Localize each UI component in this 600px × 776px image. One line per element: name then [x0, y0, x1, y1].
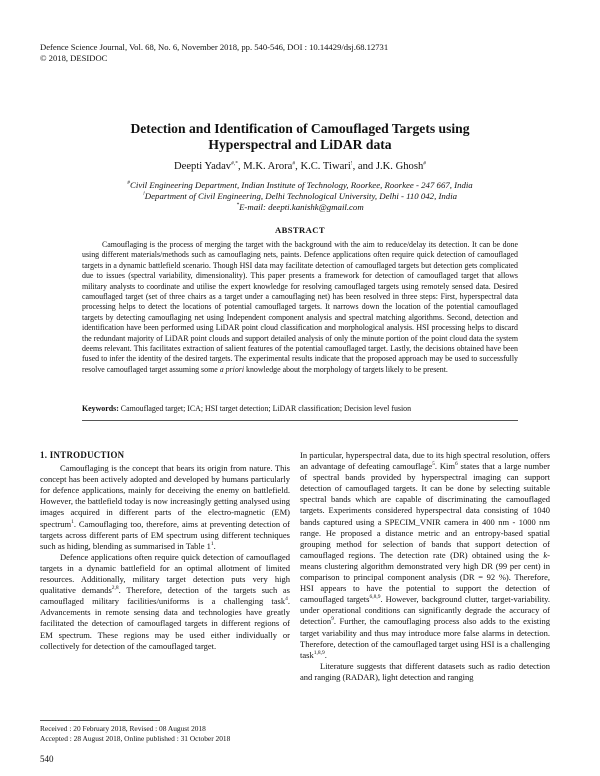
author-mark: ! — [350, 160, 353, 167]
abstract-divider — [82, 420, 518, 421]
keywords — [82, 404, 518, 414]
affiliation-mark: ! — [142, 191, 145, 198]
author-mark: # — [423, 160, 427, 167]
received-dates — [40, 724, 230, 743]
section-heading: 1. INTRODUCTION — [40, 450, 125, 460]
author-name: J.K. Ghosh — [375, 161, 424, 172]
received-line: Received : 20 February 2018, Revised : 08 August 2018 — [40, 724, 206, 733]
abstract-italic: a priori — [219, 364, 245, 374]
author-mark: # — [292, 160, 296, 167]
abstract-text: knowledge about the morphology of targets likely to be present. — [244, 364, 448, 374]
title-line-1: Detection and Identification of Camouflaged Targets using — [130, 121, 470, 136]
keywords-text: Camouflaged target; ICA; HSI target detection; LiDAR classification; Decision level fusion — [118, 404, 412, 413]
journal-header — [40, 42, 388, 64]
paragraph: Literature suggests that different datasets such as radio detection and ranging (RADAR), light detection and ranging — [300, 660, 550, 682]
affiliation-text: Civil Engineering Department, Indian Institute of Technology, Roorkee, Roorkee - 247 667, India — [130, 180, 473, 190]
title-line-2: Hyperspectral and LiDAR data — [208, 137, 392, 152]
author-separator: , — [295, 161, 301, 172]
author-name: M.K. Arora — [243, 161, 293, 172]
email-text: E-mail: deepti.kanishk@gmail.com — [239, 202, 364, 212]
paragraph: In particular, hyperspectral data, due to its high spectral resolution, offers an advantage of defeating camouflage$^5$. Kim$^6$ states that a large number of spectral bands provided by hyperspectral imaging can support detection of camouflaged targets. It can be done by selecting suitable spectral bands which are capable of discriminating the camouflaged targets. Experiments considered hyperspectral data consisting of 1040 bands captured using a SPECIM_VNIR camera in 400 nm - 1000 nm range. He proposed a distance metric and an entropy-based spatial grouping method for selection of bands that support detection of camouflaged regions. The detection rate (DR) obtained using the k-means clustering algorithm demonstrated very high DR (99 per cent) in comparison to principal component analysis (DR = 92 %). Therefore, HSI appears to have the potential to support the detection of camouflaged targets$^{6,8,9}$. However, background clutter, target-variability. under operational conditions can significantly degrade the accuracy of detection$^9$. Further, the camouflaging process also adds to the existing target variability and thus may introduce more false alarms in detection. Therefore, detection of the camouflaged target using HSI is a challenging task$^{1,8,9}$. — [300, 450, 551, 660]
footnote-divider — [40, 720, 160, 721]
abstract-text: Camouflaging is the process of merging the target with the background with the aim to reduce/delay its detection. It can be done using different materials/methods such as camouflaging nets, paints. Defence applications often require quick detection of camouflaged targets in a dynamic battlefield scenario. Though HSI data may facilitate detection of camouflaged targets but detection gets complicated due to issues (spectral variability, dimensionality). This paper presents a framework for detection of camouflaged target that allows military analysts to coordinate and utilise the expert knowledge for resolving camouflaged targets using remotely sensed data. Desired camouflaged target (set of three chairs as a target under a camouflaging net) has been resolved in three steps: First, hyperspectral data processing helps to detect the locations of potential camouflaged targets. It narrows down the location of the potential camouflaged targets by detecting camouflaging net using Independent component analysis and spectral matching algorithms. Second, detection and identification have been performed using LiDAR point cloud classification and morphological analysis. HSI processing helps to discard the redundant majority of LiDAR point clouds and support detailed analysis of only the minute portion of the point cloud data the system deems relevant. This facilitates extraction of salient features of the potential camouflaged target. Lastly, the decisions obtained have been fused to infer the identity of the desired targets. The experimental results indicate that the proposed approach may be used to successfully resolve camouflaged target assuming some — [82, 240, 518, 374]
author-separator: , — [237, 161, 244, 172]
affiliation-line — [40, 180, 560, 191]
keywords-label: Keywords: — [82, 404, 119, 413]
journal-citation: Defence Science Journal, Vol. 68, No. 6, November 2018, pp. 540-546, DOI : 10.14429/dsj.68.12731 — [40, 42, 389, 52]
left-column — [40, 450, 290, 652]
affiliation-text: Department of Civil Engineering, Delhi Technological University, Delhi - 110 042, India — [144, 191, 458, 201]
copyright-line: © 2018, DESIDOC — [40, 53, 108, 63]
paragraph: Defence applications often require quick detection of camouflaged targets in a dynamic battlefield for an optimal allotment of limited resources. Additionally, military target detection puts very high qualitative demands$^{2,8}$. Therefore, detection of the targets such as camouflaged military facilities/uniforms is a challenging task$^4$. Advancements in remote sensing data and technologies have greatly facilitated the detection of camouflaged targets in different regions of EM spectrum. These regions may be used either individually or collectively for detection of the camouflaged target. — [40, 551, 290, 651]
right-column — [300, 450, 550, 683]
paper-title — [40, 121, 560, 153]
author-mark: #,* — [231, 160, 238, 167]
page-number: 540 — [40, 754, 54, 764]
author-name: Deepti Yadav — [173, 161, 232, 172]
author-separator: , and — [352, 161, 376, 172]
author-list — [40, 160, 560, 173]
affiliation-mark: # — [127, 180, 131, 187]
accepted-line: Accepted : 28 August 2018, Online published : 31 October 2018 — [40, 733, 231, 743]
paragraph: Camouflaging is the concept that bears its origin from nature. This concept has been actively adopted and developed by humans particularly for defence applications, mainly for deceiving the enemy on battlefield. However, the battlefield today is now increasingly getting analysed using images acquired in different parts of the electro-magnetic (EM) spectrum$^1$. Camouflaging too, therefore, aims at preventing detection of targets across different parts of EM spectrum using different techniques such as hiding, blending as summarised in Table $1^1$. — [40, 463, 290, 551]
affiliation-line — [40, 191, 560, 202]
affiliations — [40, 180, 560, 213]
author-name: K.C. Tiwari — [300, 161, 351, 172]
abstract-body — [82, 240, 518, 375]
abstract-heading: ABSTRACT — [275, 225, 325, 235]
affiliation-mark: * — [236, 202, 240, 209]
email-line — [40, 202, 560, 213]
